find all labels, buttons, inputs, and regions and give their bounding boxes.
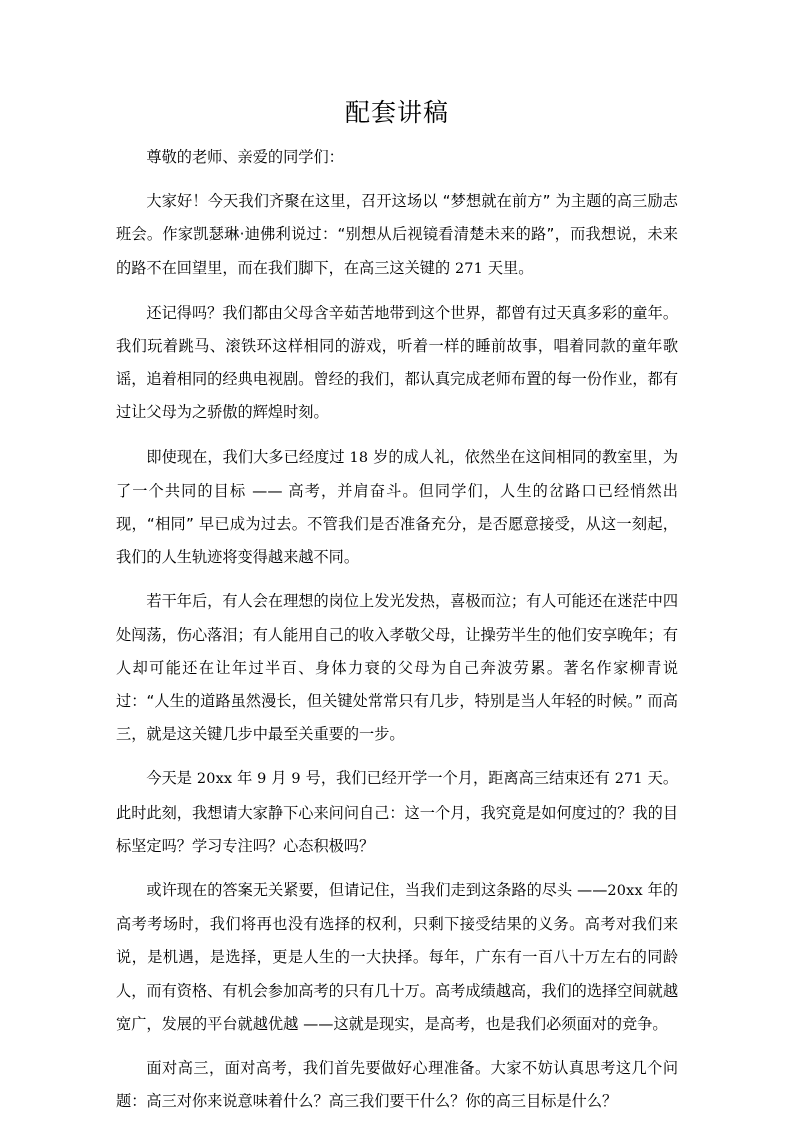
- paragraph-reality: 或许现在的答案无关紧要，但请记住，当我们走到这条路的尽头 ——20xx 年的高考考场时，我们将再也没有选择的权利，只剩下接受结果的义务。高考对我们来说，是机遇，是选择，更是人生的一大抉择。每年，广东有一百八十万左右的同龄人，而有资格、有机会参加高考的只有几十万。高考成绩越高，我们的选择空间就越宽广，发展的平台就越优越 ——这就是现实，是高考，也是我们必须面对的竞争。: [116, 881, 679, 1033]
- latin-run: 9: [291, 771, 301, 788]
- latin-run: 18: [349, 449, 369, 466]
- document-body: [116, 0, 678, 1118]
- latin-run: 20xx: [607, 883, 643, 900]
- latin-run: 271: [454, 260, 484, 277]
- page-title: 配套讲稿: [344, 98, 449, 127]
- paragraph-future: 若干年后，有人会在理想的岗位上发光发热，喜极而泣；有人可能还在迷茫中四处闯荡，伤心落泪；有人能用自己的收入孝敬父母，让操劳半生的他们安享晚年；有人却可能还在让年过半百、身体力衰的父母为自己奔波劳累。著名作家柳青说过：“人生的道路虽然漫长，但关键处常常只有几步，特别是当人年轻的时候。” 而高三，就是这关键几步中最至关重要的一步。: [116, 592, 678, 744]
- latin-run: 271: [614, 771, 643, 788]
- paragraph-questions: 面对高三，面对高考，我们首先要做好心理准备。大家不妨认真思考这几个问题：高三对你来说意味着什么？高三我们要干什么？你的高三目标是什么？: [116, 1059, 678, 1111]
- paragraph-salutation: 尊敬的老师、亲爱的同学们：: [146, 148, 344, 166]
- latin-run: 9: [257, 771, 267, 788]
- paragraph-now: 即使现在，我们大多已经度过 18 岁的成人礼，依然坐在这间相同的教室里，为了一个共同的目标 —— 高考，并肩奋斗。但同学们，人生的岔路口已经悄然出现，“相同” 早已成为过去。不管我们是否准备充分，是否愿意接受，从这一刻起，我们的人生轨迹将变得越来越不同。: [116, 447, 679, 567]
- paragraph-today: 今天是 20xx 年 9 月 9 号，我们已经开学一个月，距离高三结束还有 271 天。此时此刻，我想请大家静下心来问问自己：这一个月，我究竟是如何度过的？我的目标坚定吗？学习专注吗？心态积极吗？: [116, 769, 679, 855]
- paragraph-opening: 大家好！今天我们齐聚在这里，召开这场以 “梦想就在前方” 为主题的高三励志班会。作家凯瑟琳·迪佛利说过：“别想从后视镜看清楚未来的路”，而我想说，未来的路不在回望里，而在我们脚下，在高三这关键的 271 天里。: [116, 192, 678, 277]
- latin-run: 20xx: [196, 771, 233, 788]
- paragraph-childhood: 还记得吗？我们都由父母含辛茹苦地带到这个世界，都曾有过天真多彩的童年。我们玩着跳马、滚铁环这样相同的游戏，听着一样的睡前故事，唱着同款的童年歌谣，追着相同的经典电视剧。曾经的我们，都认真完成老师布置的每一份作业，都有过让父母为之骄傲的辉煌时刻。: [116, 303, 678, 422]
